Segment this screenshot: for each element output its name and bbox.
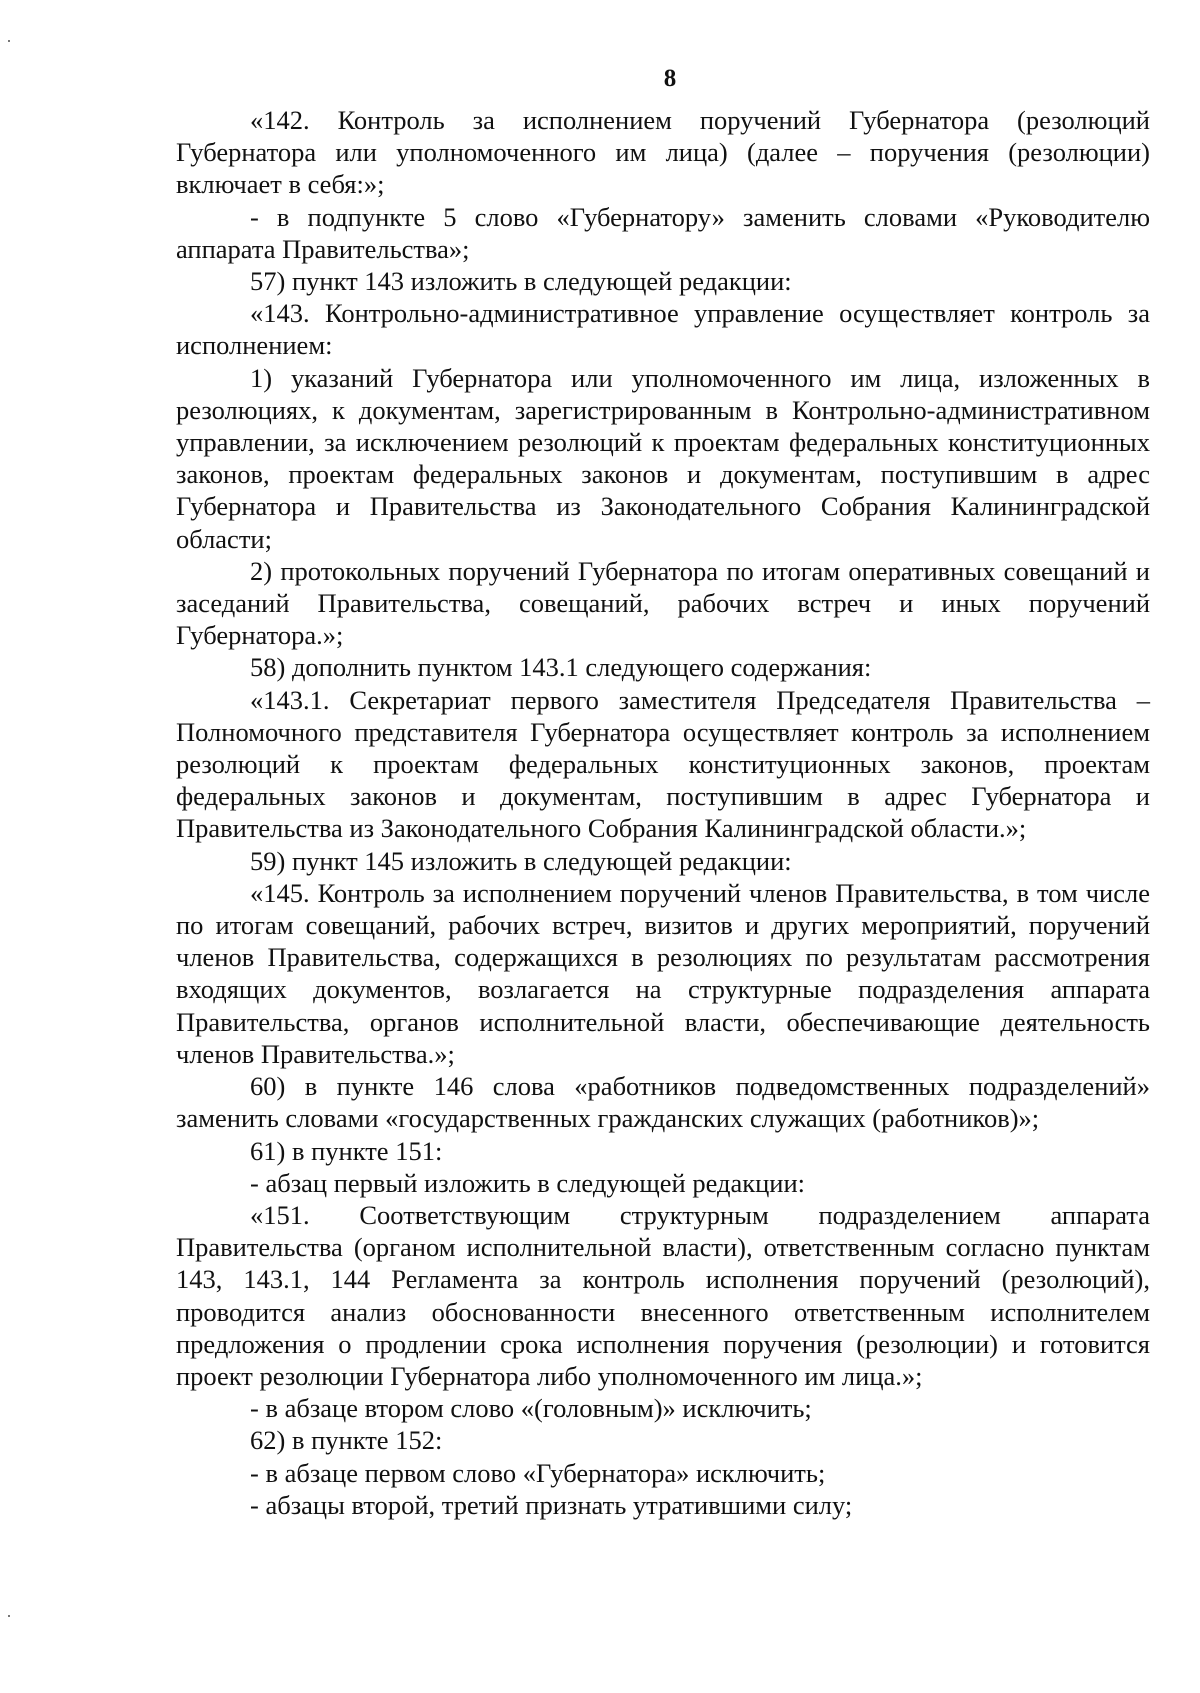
paragraph: 60) в пункте 146 слова «работников подведомственных подразделений» заменить словами «государственных гражданских служащих (работников)»; [176, 1071, 1150, 1134]
document-body [176, 104, 1150, 1521]
paragraph: 2) протокольных поручений Губернатора по итогам оперативных совещаний и заседаний Правительства, совещаний, рабочих встреч и иных поручений Губернатора.»; [176, 555, 1150, 651]
paragraph: - в абзаце втором слово «(головным)» исключить; [250, 1393, 812, 1424]
paragraph: 58) дополнить пунктом 143.1 следующего содержания: [250, 652, 872, 683]
paragraph: - в подпункте 5 слово «Губернатору» заменить словами «Руководителю аппарата Правительства»; [176, 201, 1150, 264]
paragraph: 61) в пункте 151: [250, 1135, 443, 1166]
scan-artifact [8, 40, 10, 42]
paragraph: «145. Контроль за исполнением поручений членов Правительства, в том числе по итогам совещаний, рабочих встреч, визитов и других мероприятий, поручений членов Правительства, содержащихся в резолюциях по результатам рассмотрения входящих документов, возлагается на структурные подразделения аппарата Правительства, органов исполнительной власти, обеспечивающие деятельность членов Правительства.»; [176, 877, 1150, 1069]
paragraph: 1) указаний Губернатора или уполномоченного им лица, изложенных в резолюциях, к документам, зарегистрированным в Контрольно-административном управлении, за исключением резолюций к проектам федеральных конституционных законов, проектам федеральных законов и документам, поступившим в адрес Губернатора и Правительства из Законодательного Собрания Калининградской области; [176, 362, 1150, 554]
paragraph: - абзац первый изложить в следующей редакции: [250, 1167, 806, 1198]
paragraph: 59) пункт 145 изложить в следующей редакции: [250, 845, 792, 876]
paragraph: - в абзаце первом слово «Губернатора» исключить; [250, 1457, 826, 1488]
paragraph: «151. Соответствующим структурным подразделением аппарата Правительства (органом исполнительной власти), ответственным согласно пунктам 143, 143.1, 144 Регламента за контроль исполнения поручений (резолюций), проводится анализ обоснованности внесенного ответственным исполнителем предложения о продлении срока исполнения поручения (резолюции) и готовится проект резолюции Губернатора либо уполномоченного им лица.»; [176, 1199, 1150, 1391]
scan-artifact [8, 1615, 10, 1617]
paragraph: «142. Контроль за исполнением поручений Губернатора (резолюций Губернатора или уполномоченного им лица) (далее – поручения (резолюции) включает в себя:»; [176, 105, 1150, 200]
paragraph: - абзацы второй, третий признать утратившими силу; [250, 1489, 853, 1520]
paragraph: «143.1. Секретариат первого заместителя Председателя Правительства – Полномочного представителя Губернатора осуществляет контроль за исполнением резолюций к проектам федеральных конституционных законов, проектам федеральных законов и документам, поступившим в адрес Губернатора и Правительства из Законодательного Собрания Калининградской области.»; [176, 684, 1150, 844]
paragraph: 62) в пункте 152: [250, 1425, 443, 1456]
page-number: 8 [663, 65, 677, 92]
paragraph: 57) пункт 143 изложить в следующей редакции: [250, 266, 792, 297]
paragraph: «143. Контрольно-административное управление осуществляет контроль за исполнением: [176, 298, 1150, 361]
